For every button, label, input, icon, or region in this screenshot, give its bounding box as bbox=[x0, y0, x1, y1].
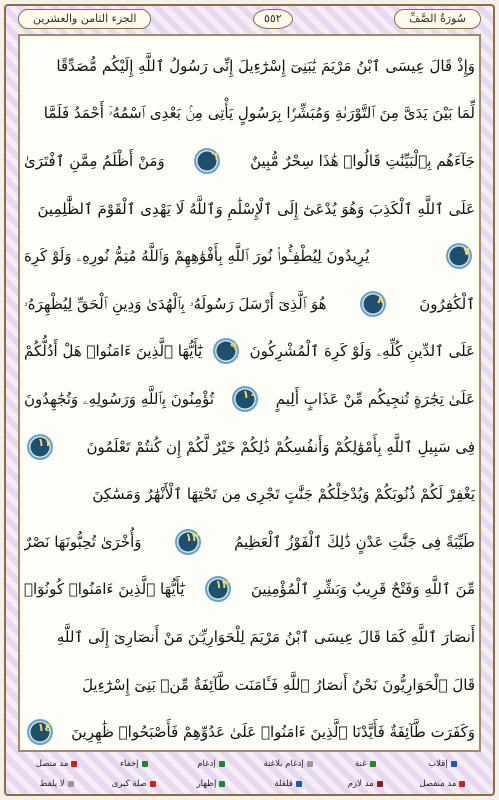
ayah-marker: ١٢ bbox=[175, 529, 201, 555]
legend-item bbox=[95, 759, 172, 769]
ayah-marker: ٦ bbox=[194, 148, 220, 174]
tajweed-legend bbox=[18, 754, 481, 794]
text-line bbox=[24, 280, 475, 328]
line-text: يَغْفِرْ لَكُمْ ذُنُوبَكُمْ وَيُدْخِلْكُمْ جَنَّٰتٍ تَجْرِى مِن تَحْتِهَا ٱلْأَنْهَٰرُ وَمَسَٰكِنَ bbox=[92, 485, 475, 504]
legend-item bbox=[250, 779, 327, 789]
text-line bbox=[24, 566, 475, 614]
line-text: مِّنَ ٱللَّهِ وَفَتْحٌ قَرِيبٌ وَبَشِّرِ ٱلْمُؤْمِنِينَ bbox=[251, 580, 475, 599]
line-text: فِى سَبِيلِ ٱللَّهِ بِأَمْوَٰلِكُمْ وَأَنفُسِكُمْ ذَٰلِكُمْ خَيْرٌ لَّكُمْ إِن كُنتُمْ تَعْلَمُونَ bbox=[86, 437, 475, 456]
text-line bbox=[24, 375, 475, 423]
legend-item bbox=[18, 779, 95, 789]
legend-item bbox=[327, 779, 404, 789]
text-line bbox=[24, 137, 475, 185]
legend-label: إظهار bbox=[196, 779, 217, 789]
legend-label: مد منفصل bbox=[419, 779, 457, 789]
legend-label: إدغام bbox=[197, 759, 216, 769]
legend-swatch bbox=[68, 781, 74, 787]
quran-text bbox=[24, 42, 475, 748]
line-text: وَأُخْرَىٰ تُحِبُّونَهَا نَصْرٌ bbox=[24, 532, 142, 551]
line-text: يَٰٓأَيُّهَا ٱلَّذِينَ ءَامَنُوا۟ كُونُوٓا۟ bbox=[24, 580, 185, 599]
page-number: ٥٥٢ bbox=[253, 9, 293, 29]
line-text: هُوَ ٱلَّذِىٓ أَرْسَلَ رَسُولَهُۥ بِٱلْهُدَىٰ وَدِينِ ٱلْحَقِّ لِيُظْهِرَهُۥ bbox=[24, 294, 327, 313]
legend-label: إخفاء bbox=[120, 759, 139, 769]
text-line bbox=[24, 708, 475, 756]
legend-label: غنة bbox=[354, 759, 367, 769]
juz-title: الجزء الثامن والعشرين bbox=[18, 9, 151, 29]
line-text: قَالَ ٱلْحَوَارِيُّونَ نَحْنُ أَنصَارُ ٱللَّهِ فَـَٔامَنَت طَّآئِفَةٌ مِّنۢ بَنِىٓ إِسْرَٰٓءِيلَ bbox=[82, 675, 475, 694]
legend-item bbox=[327, 759, 404, 769]
text-line bbox=[24, 42, 475, 90]
page-header bbox=[18, 8, 481, 30]
legend-swatch bbox=[150, 781, 156, 787]
text-line bbox=[24, 90, 475, 138]
text-line bbox=[24, 470, 475, 518]
legend-label: إدغام بلاغنة bbox=[263, 759, 304, 769]
legend-item bbox=[404, 779, 481, 789]
legend-item bbox=[172, 759, 249, 769]
legend-swatch bbox=[71, 761, 77, 767]
ayah-marker: ٨ bbox=[360, 291, 386, 317]
line-text: جَآءَهُم بِٱلْبَيِّنَٰتِ قَالُوا۟ هَٰذَا سِحْرٌ مُّبِينٌ bbox=[250, 151, 475, 170]
ayah-marker: ٩ bbox=[213, 338, 239, 364]
legend-item bbox=[250, 759, 327, 769]
legend-swatch bbox=[307, 761, 313, 767]
legend-label: مد لازم bbox=[347, 779, 374, 789]
line-text: وَإِذْ قَالَ عِيسَى ٱبْنُ مَرْيَمَ يَٰبَنِىٓ إِسْرَٰٓءِيلَ إِنِّى رَسُولُ ٱللَّهِ إِلَيْكُم مُّصَدِّقًا bbox=[56, 56, 475, 75]
ayah-marker: ١٣ bbox=[205, 576, 231, 602]
line-text: عَلَى ٱلدِّينِ كُلِّهِۦ وَلَوْ كَرِهَ ٱلْمُشْرِكُونَ bbox=[249, 342, 475, 361]
legend-swatch bbox=[219, 781, 225, 787]
legend-item bbox=[172, 779, 249, 789]
line-text: لِّمَا بَيْنَ يَدَىَّ مِنَ ٱلتَّوْرَىٰةِ وَمُبَشِّرًۢا بِرَسُولٍ يَأْتِى مِنۢ بَعْدِى ٱسْمُهُۥٓ أَحْمَدُ فَلَمَّا bbox=[43, 104, 475, 123]
line-text: أَنصَارَ ٱللَّهِ كَمَا قَالَ عِيسَى ٱبْنُ مَرْيَمَ لِلْحَوَارِيِّـۧنَ مَنْ أَنصَارِىٓ إِلَى ٱللَّهِ bbox=[56, 627, 475, 646]
legend-label: مد متصل bbox=[35, 759, 69, 769]
text-line bbox=[24, 185, 475, 233]
text-line bbox=[24, 423, 475, 471]
legend-label: قلقلة bbox=[274, 779, 293, 789]
legend-item bbox=[404, 759, 481, 769]
line-text: عَلَى ٱللَّهِ ٱلْكَذِبَ وَهُوَ يُدْعَىٰٓ إِلَى ٱلْإِسْلَٰمِ وَٱللَّهُ لَا يَهْدِى ٱلْقَوْمَ ٱلظَّٰلِمِينَ bbox=[37, 199, 475, 218]
legend-swatch bbox=[219, 761, 225, 767]
line-text: تُؤْمِنُونَ بِٱللَّهِ وَرَسُولِهِۦ وَتُجَٰهِدُونَ bbox=[24, 389, 215, 408]
ayah-marker: ١١ bbox=[27, 434, 53, 460]
legend-label: لا يلفظ bbox=[39, 779, 65, 789]
line-text: وَكَفَرَت طَّآئِفَةٌ فَأَيَّدْنَا ٱلَّذِينَ ءَامَنُوا۟ عَلَىٰ عَدُوِّهِمْ فَأَصْبَحُوا۟ ظَٰهِرِينَ bbox=[71, 723, 475, 742]
text-line bbox=[24, 518, 475, 566]
legend-swatch bbox=[296, 781, 302, 787]
ayah-marker: ٧ bbox=[446, 243, 472, 269]
line-text: ٱلْكَٰفِرُونَ bbox=[419, 294, 475, 313]
ayah-marker: ١٠ bbox=[232, 386, 258, 412]
line-text: يَٰٓأَيُّهَا ٱلَّذِينَ ءَامَنُوا۟ هَلْ أَدُلُّكُمْ bbox=[24, 342, 203, 361]
surah-title: سُورَةُ الصَّفِّ bbox=[394, 9, 481, 29]
text-line bbox=[24, 232, 475, 280]
legend-swatch bbox=[377, 781, 383, 787]
line-text: طَيِّبَةً فِى جَنَّٰتِ عَدْنٍ ذَٰلِكَ ٱلْفَوْزُ ٱلْعَظِيمُ bbox=[234, 532, 475, 551]
text-line bbox=[24, 661, 475, 709]
legend-swatch bbox=[142, 761, 148, 767]
text-line bbox=[24, 328, 475, 376]
legend-label: إقلاب bbox=[428, 759, 448, 769]
line-text: وَمَنْ أَظْلَمُ مِمَّنِ ٱفْتَرَىٰ bbox=[24, 151, 165, 170]
legend-label: صلة كبرى bbox=[111, 779, 147, 789]
text-line bbox=[24, 613, 475, 661]
legend-swatch bbox=[370, 761, 376, 767]
legend-item bbox=[95, 779, 172, 789]
legend-item bbox=[18, 759, 95, 769]
legend-swatch bbox=[451, 761, 457, 767]
line-text: يُرِيدُونَ لِيُطْفِـُٔوا۟ نُورَ ٱللَّهِ بِأَفْوَٰهِهِمْ وَٱللَّهُ مُتِمُّ نُورِهِۦ وَلَوْ كَرِهَ bbox=[24, 247, 370, 266]
line-text: عَلَىٰ تِجَٰرَةٍ تُنجِيكُم مِّنْ عَذَابٍ أَلِيمٍ bbox=[275, 389, 475, 408]
ayah-marker: ١٤ bbox=[27, 719, 53, 745]
legend-swatch bbox=[459, 781, 465, 787]
